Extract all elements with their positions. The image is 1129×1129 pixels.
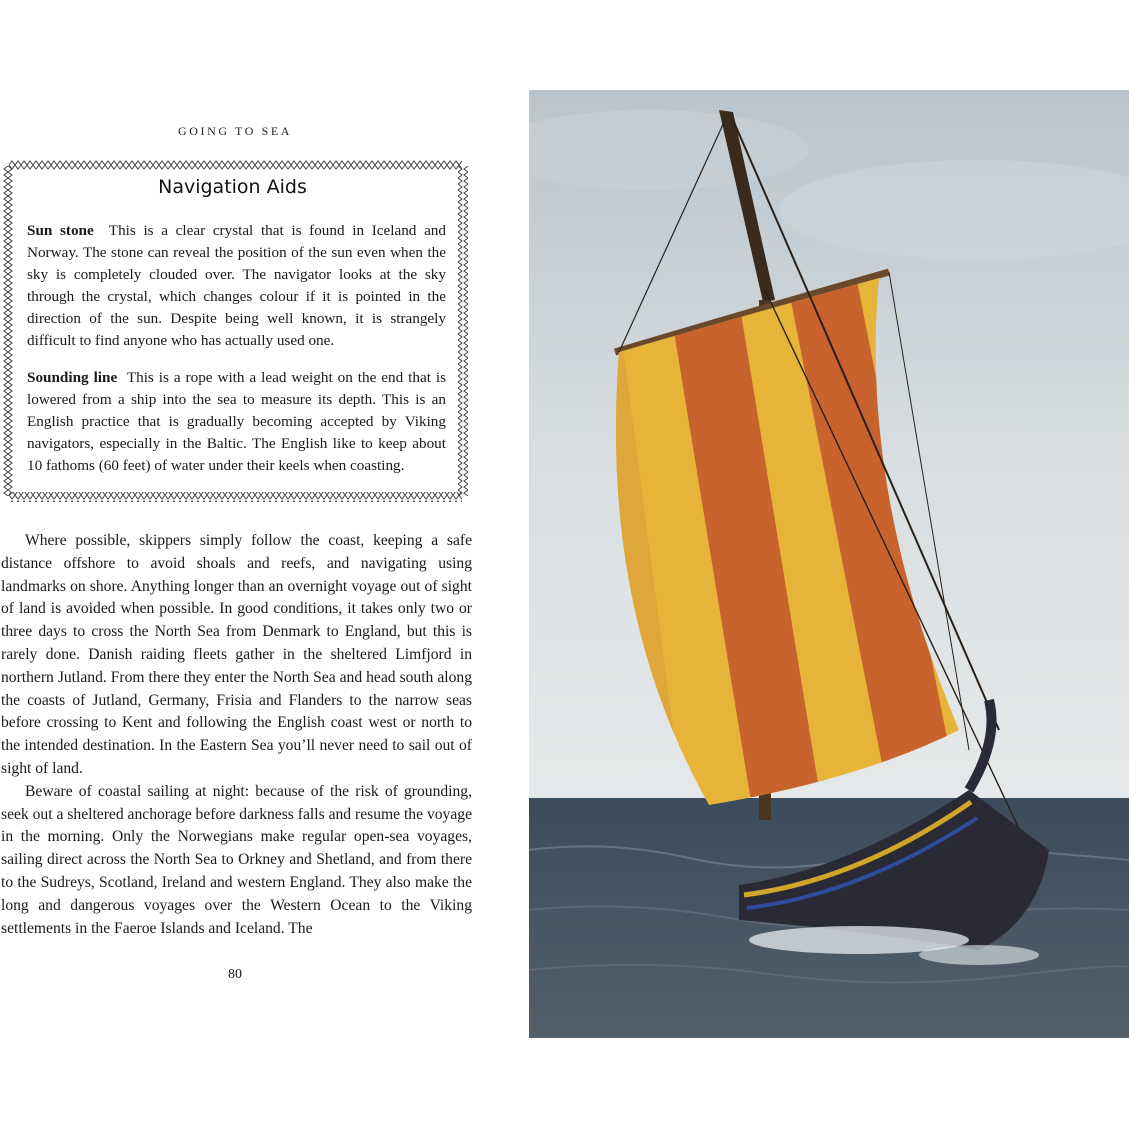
box-title: Navigation Aids	[158, 176, 307, 198]
entry-term: Sun stone	[27, 222, 94, 239]
entry-text: This is a rope with a lead weight on the end that is lowered from a ship into the sea to measure its depth. This is an English practice that is gradually becoming accepted by Viking navigators, especially in the Baltic. The English like to keep about 10 fathoms (60 feet) of water under their keels when coasting.	[27, 369, 446, 474]
entry-sounding-line	[27, 367, 446, 477]
paragraph: Where possible, skippers simply follow the coast, keeping a safe distance offshore to avoid shoals and reefs, and navigating using landmarks on shore. Anything longer than an overnight voyage out of sight of land is avoided when possible. In good conditions, it takes only two or three days to cross the North Sea from Denmark to England, but this is rarely done. Danish raiding fleets gather in the sheltered Limfjord in northern Jutland. From there they enter the North Sea and head south along the coasts of Jutland, Germany, Frisia and Flanders to the narrow seas before crossing to Kent and following the English coast west or north to the intended destination. In the Eastern Sea you’ll never need to sail out of sight of land.	[1, 532, 472, 777]
viking-ship-photo	[529, 90, 1129, 1038]
entry-sun-stone	[27, 220, 446, 352]
viking-ship-illustration	[529, 90, 1129, 1038]
entry-term: Sounding line	[27, 369, 118, 386]
entry-text: This is a clear crystal that is found in Iceland and Norway. The stone can reveal the position of the sun even when the sky is completely clouded over. The navigator looks at the sky through the crystal, which changes colour if it is pointed in the direction of the sun. Despite being well known, it is strangely difficult to find anyone who has actually used one.	[27, 222, 446, 349]
page-number: 80	[228, 967, 242, 982]
paragraph: Beware of coastal sailing at night: because of the risk of grounding, seek out a sheltered anchorage before darkness falls and resume the voyage in the morning. Only the Norwegians make regular open-sea voyages, sailing direct across the North Sea to Orkney and Shetland, and from there to the Sudreys, Scotland, Ireland and western England. They also make the long and dangerous voyages over the Western Ocean to the Viking settlements in the Faeroe Islands and Iceland. The	[1, 782, 472, 937]
body-text	[1, 530, 472, 940]
running-head: GOING TO SEA	[177, 124, 293, 138]
